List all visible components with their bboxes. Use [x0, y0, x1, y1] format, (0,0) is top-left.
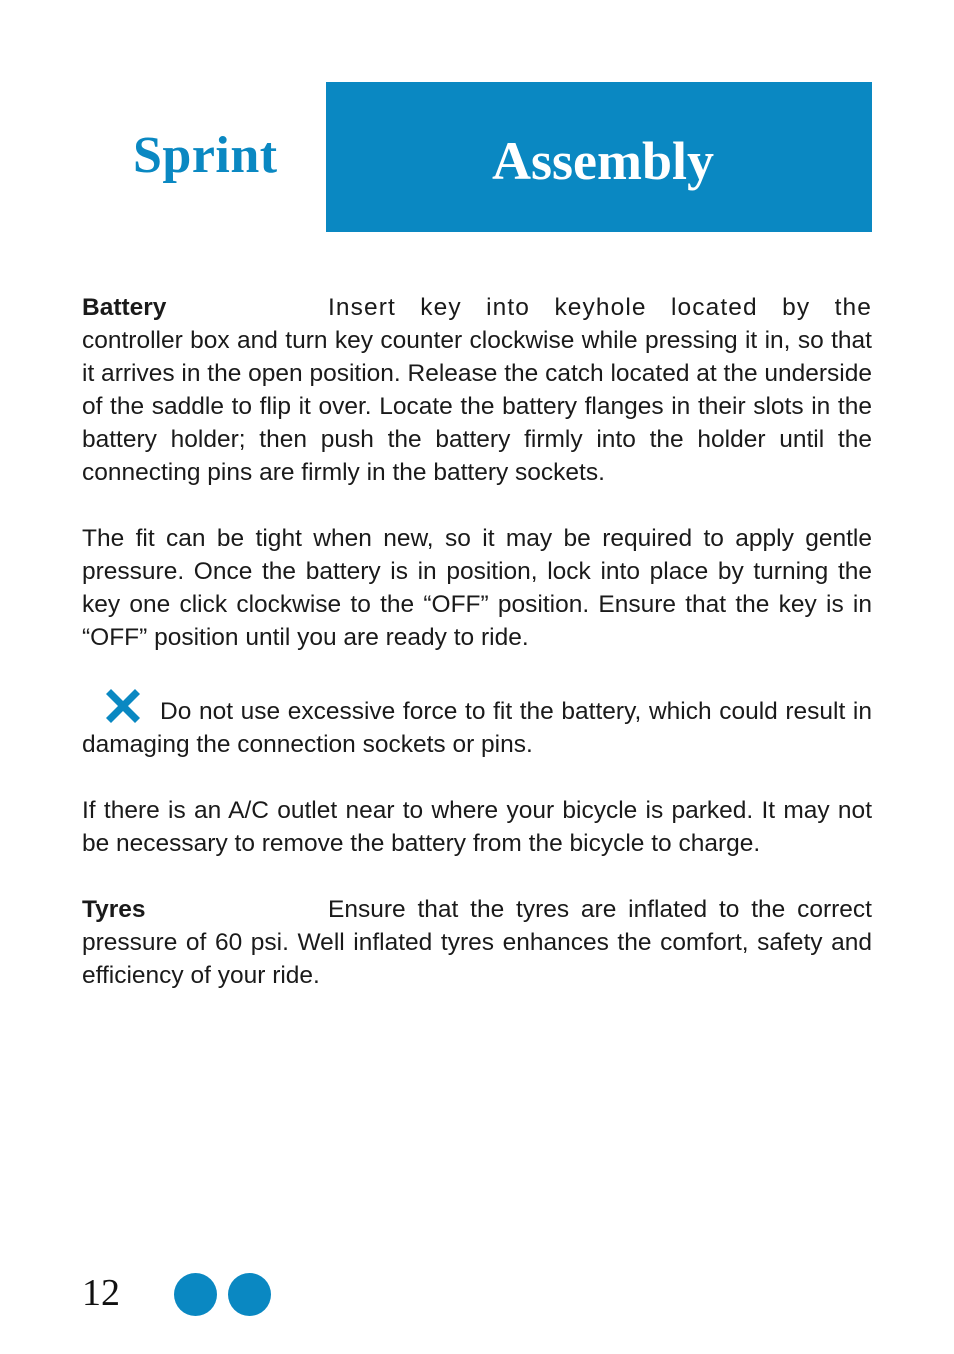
battery-warning	[82, 687, 872, 761]
section-title-banner	[326, 82, 872, 232]
battery-paragraph	[82, 291, 872, 489]
tyres-body: Ensure that the tyres are inflated to the correct pressure of 60 psi. Well inflated tyres enhances the comfort, safety and efficiency of your ride.	[82, 896, 872, 989]
battery-fit-note: The fit can be tight when new, so it may be required to apply gentle pressure. Once the battery is in position, lock into place by turning the key one click clockwise to the “OFF” position. Ensure that the key is in “OFF” position until you are ready to ride.	[82, 525, 872, 651]
tyres-paragraph	[82, 893, 872, 992]
warning-text: Do not use excessive force to fit the battery, which could result in damaging the connection sockets or pins.	[82, 698, 872, 758]
page-number: 12	[82, 1272, 120, 1314]
page-content	[82, 291, 872, 1025]
brand-name: Sprint	[133, 127, 278, 184]
cross-icon	[104, 687, 142, 725]
charging-note: If there is an A/C outlet near to where your bicycle is parked. It may not be necessary to remove the battery from the bicycle to charge.	[82, 797, 872, 857]
tyres-heading: Tyres	[82, 896, 146, 923]
section-title: Assembly	[492, 131, 715, 191]
battery-body: controller box and turn key counter clockwise while pressing it in, so that it arrives in the open position. Release the catch located at the underside of the saddle to flip it over. Locate the battery flanges in their slots in the battery holder; then push the battery firmly into the holder until the connecting pins are firmly in the battery sockets.	[82, 327, 872, 486]
battery-intro: Insert key into keyhole located by the	[328, 294, 872, 321]
battery-heading: Battery	[82, 294, 167, 321]
decorative-dot	[174, 1273, 217, 1316]
decorative-dot	[228, 1273, 271, 1316]
